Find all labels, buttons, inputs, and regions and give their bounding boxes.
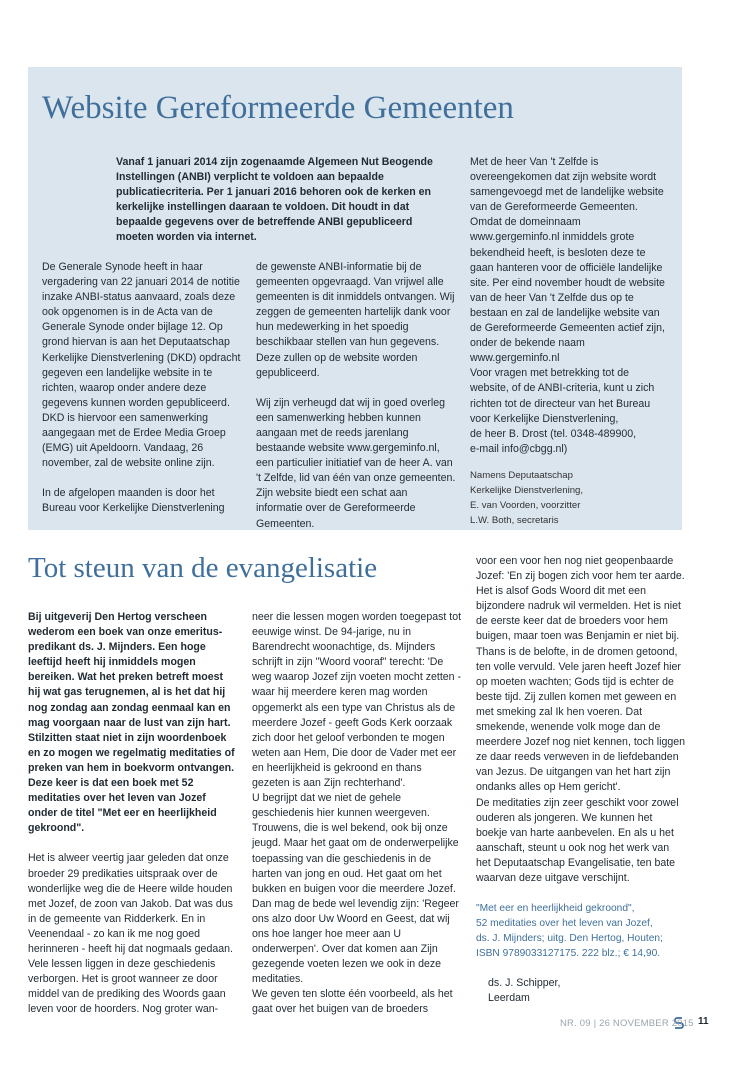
article2-book-info: "Met eer en heerlijkheid gekroond", 52 meditaties over het leven van Jozef, ds. J. Mijnders; uitg. Den Hertog, Houten; ISBN 9789033127175. 222 blz.; € 14,90. <box>476 903 663 960</box>
article1-column-3 <box>470 155 670 528</box>
article2-title: Tot steun van de evangelisatie <box>28 552 378 584</box>
article2-column-3 <box>476 554 686 1006</box>
issue-info: NR. 09 | 26 NOVEMBER 2015 <box>560 1018 694 1029</box>
article2-lead: Bij uitgeverij Den Hertog verscheen wederom een boek van onze emeritus-predikant ds. J. Mijnders. Een hoge leeftijd heeft hij inmiddels mogen bereiken. Wat het preken betreft moest hij wat gas terugnemen, al is het dat hij nog zondag aan zondag eenmaal kan en mag voorgaan naar de lust van zijn hart. Stilzitten staat niet in zijn woordenboek en zo mogen we regelmatig meditaties of preken van hem in boekvorm ontvangen. Deze keer is dat een boek met 52 meditaties over het leven van Jozef onder de titel "Met eer en heerlijkheid gekroond". <box>28 611 235 835</box>
article2-col2-text: neer die lessen mogen worden toegepast tot eeuwige winst. De 94-jarige, nu in Barendrecht woonachtige, ds. Mijnders schrijft in zijn "Woord vooraf" terecht: 'De weg waarop Jozef zijn voeten mocht zetten - waar hij meerdere keren mag worden opgemerkt als een type van Christus als de meerdere Jozef - geeft Gods Kerk oorzaak zich door het geloof verbonden te mogen weten aan Hem, Die door de Vader met eer en heerlijkheid is gekroond en thans gezeten is aan Zijn rechterhand'. U begrijpt dat we niet de gehele geschiedenis hier kunnen weergeven. Trouwens, die is wel bekend, ook bij onze jeugd. Maar het gaat om de onderwerpelijke toepassing van die geschiedenis in de harten van jong en oud. Het gaat om het bukken en buigen voor die meerdere Jozef. Dan mag de bede wel levendig zijn: 'Regeer ons alzo door Uw Woord en Geest, dat wij ons hoe langer hoe meer aan U onderwerpen'. Over dat komen aan Zijn gezegende voeten lezen we ook in deze meditaties. We geven ten slotte één voorbeeld, als het gaat over het buigen van de broeders <box>252 611 462 1016</box>
article1-title: Website Gereformeerde Gemeenten <box>42 90 514 126</box>
article2-col1-text: Het is alweer veertig jaar geleden dat onze broeder 29 predikaties uitspraak over de wonderlijke weg die de Heere wilde houden met Jozef, de zoon van Jakob. Dat was dus in de gemeente van Ridderkerk. En in Veenendaal - zo kan ik me nog goed herinneren - heeft hij dat nogmaals gedaan. Vele lessen liggen in deze geschiedenis verborgen. Het is groot wanneer ze door middel van de prediking des Woords gaan leven voor de hoorders. Nog groter wan- <box>28 852 233 1016</box>
article2-column-1 <box>28 610 238 1017</box>
article1-col1-para-2: In de afgelopen maanden is door het Bureau voor Kerkelijke Dienstverlening <box>42 487 225 515</box>
article1-column-1 <box>42 260 242 517</box>
article1-col2-para-2: Wij zijn verheugd dat wij in goed overleg een samenwerking hebben kunnen aangaan met de reeds jarenlang bestaande website www.gergeminfo.nl, een particulier initiatief van de heer A. van 't Zelfde, lid van één van onze gemeenten. Zijn website biedt een schat aan informatie over de Gereformeerde Gemeenten. <box>256 396 456 530</box>
article1-column-2 <box>256 260 456 532</box>
article2-column-2 <box>252 610 462 1018</box>
page-number: 11 <box>698 1016 709 1027</box>
article1-signature: Namens Deputaatschap Kerkelijke Dienstverlening, E. van Voorden, voorzitter L.W. Both, secretaris <box>470 469 584 526</box>
article1-col1-para-1: De Generale Synode heeft in haar vergadering van 22 januari 2014 de notitie inzake ANBI-status aanvaard, zoals deze ook opgenomen is in de Acta van de Generale Synode onder bijlage 12. Op grond hiervan is aan het Deputaatschap Kerkelijke Dienstverlening (DKD) opdracht gegeven een landelijke website in te richten, waarop onder andere deze gegevens kunnen worden gepubliceerd. DKD is hiervoor een samenwerking aangegaan met de Erdee Media Groep (EMG) uit Apeldoorn. Vandaag, 26 november, zal de website online zijn. <box>42 261 241 470</box>
article1-col2-para-1: de gewenste ANBI-informatie bij de gemeenten opgevraagd. Van vrijwel alle gemeenten is dit inmiddels ontvangen. Wij zeggen de gemeenten hartelijk dank voor hun medewerking in het spoedig beschikbaar stellen van hun gegevens. Deze zullen op de website worden gepubliceerd. <box>256 261 455 379</box>
article1-col3-text: Met de heer Van 't Zelfde is overeengekomen dat zijn website wordt samengevoegd met de landelijke website van de Gereformeerde Gemeenten. Omdat de domeinnaam www.gergeminfo.nl inmiddels grote bekendheid heeft, is besloten deze te gaan hanteren voor de officiële landelijke site. Per eind november houdt de website van de heer Van 't Zelfde dus op te bestaan en zal de landelijke website van de Gereformeerde Gemeenten actief zijn, onder de bekende naam www.gergeminfo.nl Voor vragen met betrekking tot de website, of de ANBI-criteria, kunt u zich richten tot de directeur van het Bureau voor Kerkelijke Dienstverlening, de heer B. Drost (tel. 0348-489900, e-mail info@cbgg.nl) <box>470 156 665 455</box>
article2-signature: ds. J. Schipper, Leerdam <box>488 977 561 1005</box>
article1-lead: Vanaf 1 januari 2014 zijn zogenaamde Algemeen Nut Beogende Instellingen (ANBI) verplicht te voldoen aan bepaalde publicatiecriteria. Per 1 januari 2016 behoren ook de kerken en kerkelijke instellingen daaraan te voldoen. Dit houdt in dat bepaalde gegevens over de betreffende ANBI gepubliceerd moeten worden via internet. <box>116 156 433 244</box>
article2-col3-text: voor een voor hen nog niet geopenbaarde Jozef: 'En zij bogen zich voor hem ter aarde. Het is alsof Gods Woord dit met een bijzondere nadruk wil vermelden. Het is niet de eerste keer dat de broeders voor hem buigen, maar toen was Benjamin er niet bij. Thans is de belofte, in de dromen getoond, ten volle vervuld. Vele jaren heeft Jozef hier op moeten wachten; Gods tijd is echter de beste tijd. Zij zullen komen met geween en met smeking zal Ik hen voeren. Dat smekende, wenende volk moge dan de meerdere Jozef nog niet kennen, toch liggen ze daar reeds verweven in de liefdebanden van Jezus. De uitgangen van het hart zijn ondanks alles op Hem gericht'. De meditaties zijn zeer geschikt voor zowel ouderen als jongeren. We kunnen het boekje van harte aanbevelen. En als u het aanschaft, steunt u ook nog het werk van het Deputaatschap Evangelisatie, ten bate waarvan deze uitgave verschijnt. <box>476 555 686 884</box>
